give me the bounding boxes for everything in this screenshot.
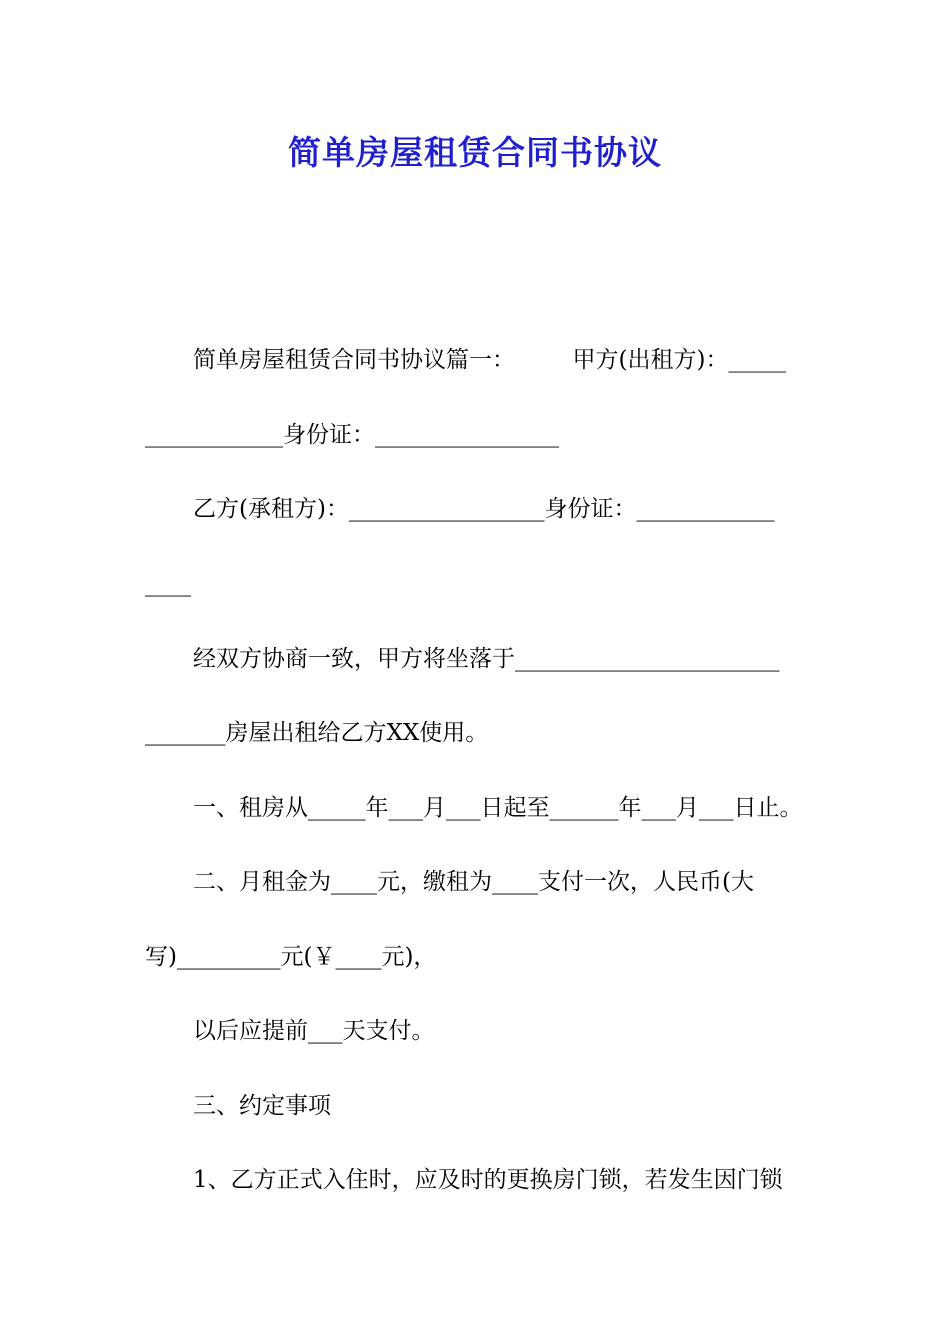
- paragraph-line: ____: [145, 571, 191, 597]
- section-heading: 三、约定事项: [193, 1093, 331, 1119]
- paragraph-line: 1、乙方正式入住时，应及时的更换房门锁，若发生因门锁: [193, 1167, 783, 1193]
- document-title: 简单房屋租赁合同书协议: [288, 133, 662, 172]
- paragraph-line: 乙方(承租方)：_________________身份证：____________: [193, 496, 775, 522]
- paragraph-line: 写)_________元(￥____元)，: [145, 944, 437, 970]
- paragraph-line: 简单房屋租赁合同书协议篇一： 甲方(出租方)：_____: [193, 347, 786, 373]
- paragraph-line: ____________身份证：________________: [145, 422, 559, 448]
- paragraph-line: _______房屋出租给乙方XX使用。: [145, 720, 489, 746]
- paragraph-line: 一、租房从_____年___月___日起至______年___月___日止。: [193, 795, 803, 821]
- paragraph-line: 二、月租金为____元，缴租为____支付一次，人民币(大: [193, 869, 754, 895]
- paragraph-line: 经双方协商一致，甲方将坐落于_______________________: [193, 646, 780, 672]
- paragraph-line: 以后应提前___天支付。: [193, 1018, 435, 1044]
